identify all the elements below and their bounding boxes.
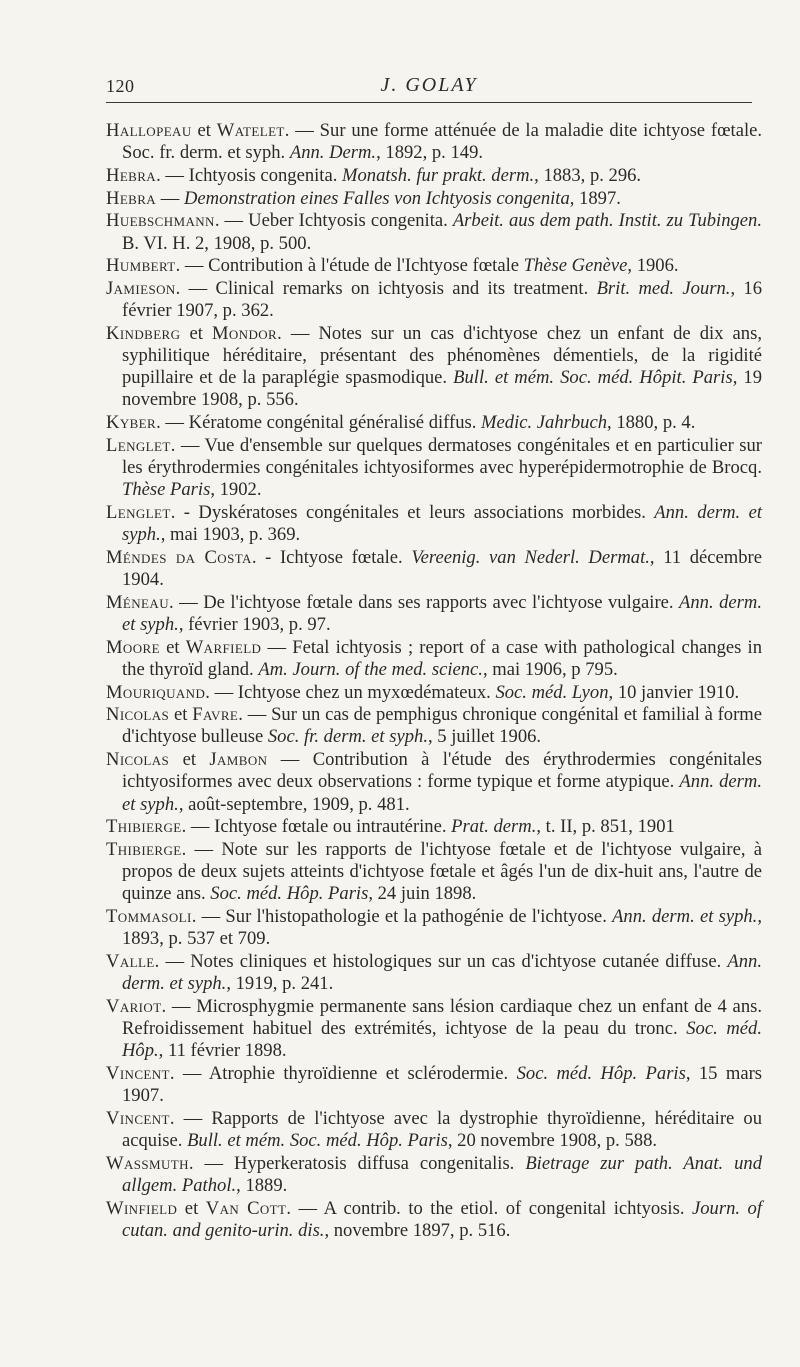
reference-text: . — Kératome congénital généralisé diffus. <box>156 412 482 434</box>
reference-entry <box>106 255 762 277</box>
reference-author: Variot <box>106 995 162 1017</box>
reference-source: Soc. méd. Lyon <box>495 681 609 703</box>
reference-text: , 11 février 1898. <box>158 1040 287 1062</box>
reference-text: et <box>180 322 212 344</box>
reference-entry <box>106 1198 762 1242</box>
reference-text: , 11 décembre 1904. <box>122 546 763 591</box>
reference-text: . — Notes cliniques et histologiques sur un cas d'ichtyose cutanée diffuse. <box>154 951 728 973</box>
reference-source: Soc. méd. Hôp. Paris <box>516 1063 686 1085</box>
reference-text: . - Dyskératoses congénitales et leurs associations morbides. <box>170 501 655 523</box>
reference-text: . — Sur un cas de pemphigus chronique congénital et familial à forme d'ichtyose bulleuse <box>122 704 763 748</box>
reference-text: . — Vue d'ensemble sur quelques dermatoses congénitales et en particulier sur les érythrodermies congénitales ichtyosiformes avec hyperépidermotrophie de Brocq. <box>122 434 762 479</box>
reference-author: Wassmuth <box>106 1152 189 1174</box>
reference-text: et <box>159 636 186 658</box>
reference-text: , août-septembre, 1909, p. 481. <box>178 793 410 815</box>
reference-text: , 5 juillet 1906. <box>427 726 542 748</box>
page-header <box>106 72 752 103</box>
reference-entry <box>106 996 762 1063</box>
reference-author: Winfield <box>106 1197 178 1219</box>
running-title: J. GOLAY <box>380 74 478 96</box>
reference-author: Moore <box>106 636 160 658</box>
reference-entry <box>106 1063 762 1107</box>
reference-text: , 20 novembre 1908, p. 588. <box>447 1130 658 1152</box>
reference-text: . — Hyperkeratosis diffusa congenitalis. <box>188 1152 526 1174</box>
reference-author: Lenglet <box>106 434 171 456</box>
reference-text: , 1897. <box>569 187 621 209</box>
reference-entry <box>106 704 762 748</box>
reference-source: Soc. fr. derm. et syph. <box>267 726 428 748</box>
reference-text: — Contribution à l'étude des érythrodermies congénitales ichtyosiformes avec deux observations : forme typique et forme atypique. <box>122 749 762 793</box>
reference-entry <box>106 120 762 164</box>
reference-source: Prat. derm. <box>451 816 537 838</box>
reference-author: Vincent <box>106 1063 170 1085</box>
reference-text: . — Rapports de l'ichtyose avec la dystrophie thyroïdienne, héréditaire ou acquise. <box>122 1107 762 1152</box>
reference-text: et <box>191 120 217 141</box>
reference-entry <box>106 682 762 704</box>
reference-author: Huebschmann <box>106 210 215 232</box>
reference-text: , 16 février 1907, p. 362. <box>122 277 763 322</box>
reference-author: Jamieson <box>106 277 176 299</box>
reference-text: , 1893, p. 537 et 709. <box>122 906 762 950</box>
reference-author: Nicolas <box>106 749 170 771</box>
reference-author: Vincent <box>106 1107 170 1129</box>
reference-text: . — Ichtyose fœtale ou intrautérine. <box>181 816 452 838</box>
reference-text: et <box>169 704 193 726</box>
reference-author: Watelet <box>216 120 285 141</box>
reference-source: Soc. méd. Hôp. <box>122 1018 762 1062</box>
reference-text: . — A contrib. to the etiol. of congenital ichtyosis. <box>286 1197 692 1219</box>
reference-text: , 24 juin 1898. <box>368 883 477 905</box>
reference-author: Humbert <box>106 255 176 277</box>
page-number: 120 <box>106 76 135 96</box>
reference-source: Medic. Jahrbuch <box>481 412 608 434</box>
reference-author: Van Cott <box>205 1197 287 1219</box>
reference-entry <box>106 323 762 412</box>
reference-source: Thèse Genève <box>523 255 628 277</box>
reference-entry <box>106 637 762 681</box>
reference-text: , 15 mars 1907. <box>122 1063 763 1107</box>
reference-text: . — Contribution à l'étude de l'Ichtyose fœtale <box>175 255 524 277</box>
reference-entry <box>106 839 762 906</box>
reference-source: Ann. derm. et syph. <box>122 771 762 815</box>
reference-text: , février 1903, p. 97. <box>178 613 331 635</box>
reference-text: B. VI. H. 2, 1908, p. 500. <box>122 232 312 254</box>
reference-text: . — Note sur les rapports de l'ichtyose fœtale et de l'ichtyose vulgaire, à propos de deux sujets atteints d'ichtyose fœtale et âgés l'un de dix-huit ans, l'autre de quinze ans. <box>122 839 762 905</box>
reference-text: . — Ueber Ichtyosis congenita. <box>214 210 453 232</box>
reference-author: Nicolas <box>106 704 170 726</box>
reference-source: Monatsh. fur prakt. derm. <box>342 164 535 186</box>
reference-text: . - Ichtyose fœtale. <box>251 546 412 568</box>
reference-entry <box>106 210 762 254</box>
reference-text: , 1902. <box>210 479 262 501</box>
reference-source: Soc. méd. Hôp. Paris <box>210 883 369 905</box>
reference-entry <box>106 951 762 995</box>
reference-entry <box>106 547 762 591</box>
reference-text: — <box>156 187 184 209</box>
reference-entry <box>106 278 762 322</box>
reference-author: Hebra <box>106 187 157 209</box>
reference-text: , 1880, p. 4. <box>607 412 696 434</box>
reference-entry <box>106 816 762 838</box>
reference-source: Bull. et mém. Soc. méd. Hôpit. Paris <box>453 367 733 389</box>
reference-source: Ann. derm. et syph. <box>612 906 758 928</box>
reference-source: Brit. med. Journ. <box>596 277 731 299</box>
reference-text: , 1883, p. 296. <box>534 164 642 186</box>
reference-text: . — Ichtyosis congenita. <box>156 164 343 186</box>
reference-author: Kyber <box>106 412 157 434</box>
reference-text: , 1919, p. 241. <box>226 973 334 995</box>
reference-text: et <box>177 1197 206 1219</box>
reference-source: Ann. Derm. <box>289 142 377 164</box>
reference-text: , mai 1906, p 795. <box>482 658 618 680</box>
reference-text: — Fetal ichtyosis ; report of a case with pathological changes in the thyroïd gland. <box>122 636 762 680</box>
reference-text: , novembre 1897, p. 516. <box>324 1219 511 1241</box>
reference-source: Bietrage zur path. Anat. und allgem. Pathol. <box>122 1152 762 1197</box>
reference-source: Vereenig. van Nederl. Dermat. <box>411 546 650 568</box>
reference-source: Demonstration eines Falles von Ichtyosis congenita <box>184 187 570 209</box>
reference-author: Jambon <box>209 749 268 771</box>
reference-source: Bull. et mém. Soc. méd. Hôp. Paris <box>187 1130 448 1152</box>
reference-text: , 1889. <box>236 1175 288 1197</box>
reference-source: Journ. of cutan. and genito-urin. dis. <box>122 1197 762 1241</box>
reference-text: , 1906. <box>627 255 679 277</box>
reference-author: Warfield <box>185 636 262 658</box>
reference-text: . — Notes sur un cas d'ichtyose chez un enfant de dix ans, syphilitique héréditaire, présentant des phénomènes démentiels, de la rigidité pupillaire et de la paraplégie spasmodique. <box>122 322 762 389</box>
reference-text: . — Clinical remarks on ichtyosis and its treatment. <box>175 277 597 299</box>
reference-entry <box>106 188 762 210</box>
reference-author: Favre <box>192 704 239 726</box>
reference-author: Lenglet <box>106 501 171 523</box>
reference-entry <box>106 906 762 950</box>
reference-source: Am. Journ. of the med. scienc. <box>258 658 483 680</box>
reference-text: . — Atrophie thyroïdienne et sclérodermie. <box>169 1063 517 1085</box>
bibliography-list <box>106 120 762 1243</box>
reference-source: Ann. derm. et syph. <box>122 501 762 546</box>
reference-entry <box>106 165 762 187</box>
reference-author: Méneau <box>106 591 169 613</box>
reference-source: Ann. derm. et syph. <box>122 951 762 995</box>
reference-author: Méndes da Costa <box>106 546 252 568</box>
reference-text: . — Sur l'histopathologie et la pathogénie de l'ichtyose. <box>191 906 613 928</box>
reference-text: . — Microsphygmie permanente sans lésion cardiaque chez un enfant de 4 ans. Refroidissement habituel des extrémités, ichtyose de la peau du tronc. <box>122 995 762 1040</box>
reference-author: Valle <box>106 951 155 973</box>
reference-author: Mondor <box>211 322 278 344</box>
reference-source: Thèse Paris <box>122 479 211 501</box>
reference-author: Thibierge <box>106 839 182 860</box>
reference-text: , 1892, p. 149. <box>376 142 484 164</box>
reference-text: , t. II, p. 851, 1901 <box>536 816 675 838</box>
reference-text: . — Sur une forme atténuée de la maladie dite ichtyose fœtale. Soc. fr. derm. et syph. <box>122 120 763 164</box>
reference-author: Mouriquand <box>106 681 206 703</box>
reference-entry <box>106 502 762 546</box>
reference-author: Hebra <box>106 164 157 186</box>
reference-text: , 19 novembre 1908, p. 556. <box>122 367 762 411</box>
reference-entry <box>106 1108 762 1152</box>
reference-source: Ann. derm. et syph. <box>122 591 762 635</box>
reference-text: . — De l'ichtyose fœtale dans ses rapports avec l'ichtyose vulgaire. <box>168 591 680 613</box>
reference-author: Hallopeau <box>106 120 192 141</box>
reference-author: Thibierge <box>106 816 182 838</box>
reference-text: , mai 1903, p. 369. <box>160 524 301 546</box>
reference-entry <box>106 412 762 434</box>
reference-entry <box>106 435 762 502</box>
reference-entry <box>106 1153 762 1197</box>
reference-text: , 10 janvier 1910. <box>608 681 740 703</box>
reference-text: . — Ichtyose chez un myxœdémateux. <box>205 681 496 703</box>
reference-entry <box>106 749 762 816</box>
reference-author: Tommasoli <box>106 906 192 928</box>
reference-source: Arbeit. aus dem path. Instit. zu Tubingen. <box>452 210 762 232</box>
reference-entry <box>106 592 762 636</box>
reference-text: et <box>169 749 210 771</box>
reference-author: Kindberg <box>106 322 181 344</box>
